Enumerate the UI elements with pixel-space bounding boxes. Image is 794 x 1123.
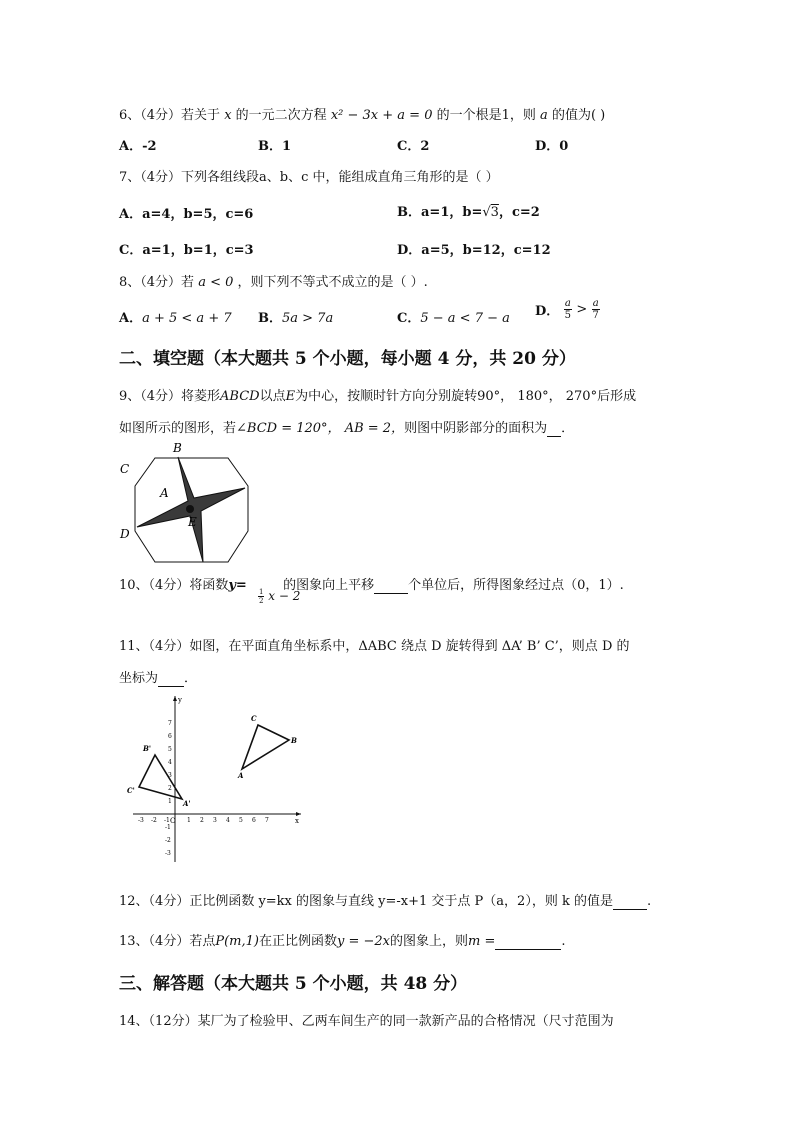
label-E: E: [188, 515, 197, 529]
q6-stem: 6、（4分）若关于 x 的一元二次方程 x² − 3x + a = 0 的一个根是1，则 a 的值为( ): [119, 108, 606, 123]
q6-option-c[interactable]: C．2: [397, 139, 430, 154]
q11-stem-line1: 11、（4分）如图，在平面直角坐标系中，ΔABC 绕点 D 旋转得到 ΔA’ B’ C’，则点 D 的: [119, 639, 630, 654]
svg-text:C: C: [251, 714, 257, 723]
label-B: B: [173, 441, 182, 455]
svg-text:B': B': [143, 744, 152, 753]
label-A: A: [160, 486, 169, 500]
q6-option-d[interactable]: D．0: [535, 139, 569, 154]
q11-coordinate-figure: [125, 692, 305, 864]
svg-text:2: 2: [200, 817, 204, 824]
svg-text:x: x: [295, 817, 299, 825]
q8-option-c[interactable]: C．5 − a < 7 − a: [397, 311, 510, 326]
svg-text:-1: -1: [165, 824, 171, 831]
answer-blank[interactable]: [547, 421, 561, 437]
q7-option-c[interactable]: C．a=1，b=1，c=3: [119, 243, 254, 258]
q11-stem-line2: 坐标为 ．: [119, 671, 198, 686]
svg-text:2: 2: [168, 785, 172, 792]
answer-blank[interactable]: [495, 934, 561, 950]
q7-option-a[interactable]: A．a=4，b=5，c=6: [119, 207, 254, 222]
q9-rhombus-figure: [115, 438, 255, 566]
q12-stem: 12、（4分）正比例函数 y=kx 的图象与直线 y=-x+1 交于点 P（a，2），则 k 的值是 .: [119, 894, 652, 909]
label-D: D: [120, 527, 130, 541]
svg-text:1: 1: [187, 817, 191, 824]
q8-option-d[interactable]: D． $\frac{a}{5}$ > $\frac{a}{7}$: [535, 298, 599, 321]
svg-text:-2: -2: [151, 817, 157, 824]
q9-stem-line1: 9、（4分）将菱形ABCD以点E为中心，按顺时针方向分别旋转90°， 180°， 270°后形成: [119, 389, 637, 404]
svg-text:-3: -3: [165, 850, 171, 857]
answer-blank[interactable]: [158, 671, 184, 687]
q6-option-b[interactable]: B．1: [258, 139, 292, 154]
q14-stem: 14、（12分）某厂为了检验甲、乙两车间生产的同一款新产品的合格情况（尺寸范围为: [119, 1014, 614, 1029]
svg-text:4: 4: [226, 817, 230, 824]
q6-option-a[interactable]: A．-2: [119, 139, 157, 154]
svg-text:1: 1: [168, 798, 172, 805]
label-C: C: [120, 462, 130, 476]
svg-text:7: 7: [168, 720, 172, 727]
section-3-heading: 三、解答题（本大题共 5 个小题，共 48 分）: [119, 974, 468, 994]
answer-blank[interactable]: [374, 578, 408, 594]
q8-stem: 8、（4分）若 a < 0 ，则下列不等式不成立的是（ ）.: [119, 275, 428, 290]
svg-text:6: 6: [168, 733, 172, 740]
fraction: $\frac{a}{5}$: [564, 298, 571, 321]
answer-blank[interactable]: [613, 894, 647, 910]
svg-text:-1: -1: [164, 817, 170, 824]
q7-option-b[interactable]: B．a=1，b=√3，c=2: [397, 205, 540, 220]
q13-stem: 13、（4分）若点P(m,1)在正比例函数y = −2x的图象上，则m = .: [119, 934, 566, 949]
svg-text:A': A': [183, 799, 191, 808]
svg-text:C': C': [127, 786, 135, 795]
svg-text:B: B: [291, 736, 297, 745]
svg-text:-2: -2: [165, 837, 171, 844]
svg-text:3: 3: [168, 772, 172, 779]
q9-stem-line2: 如图所示的图形，若∠BCD = 120°， AB = 2，则图中阴影部分的面积为 ．: [119, 421, 575, 436]
q7-option-d[interactable]: D．a=5，b=12，c=12: [397, 243, 551, 258]
svg-text:-3: -3: [138, 817, 144, 824]
svg-text:O: O: [170, 817, 176, 825]
svg-text:y: y: [178, 696, 182, 704]
sqrt-symbol: √3: [482, 205, 499, 220]
q10-stem: 10、（4分）将函数y= 的图象向上平移 个单位后，所得图象经过点（0，1）.: [119, 578, 624, 593]
q8-option-b[interactable]: B．5a > 7a: [258, 311, 334, 326]
fraction: $\frac{a}{7}$: [592, 298, 599, 321]
section-2-heading: 二、填空题（本大题共 5 个小题，每小题 4 分，共 20 分）: [119, 349, 576, 369]
svg-text:5: 5: [239, 817, 243, 824]
svg-text:7: 7: [265, 817, 269, 824]
svg-text:5: 5: [168, 746, 172, 753]
q8-option-a[interactable]: A．a + 5 < a + 7: [119, 311, 232, 326]
svg-text:A: A: [238, 771, 244, 780]
svg-text:4: 4: [168, 759, 172, 766]
q10-function-expression: $\frac{1}{2}$ x − 2: [259, 588, 301, 605]
svg-text:3: 3: [213, 817, 217, 824]
svg-text:6: 6: [252, 817, 256, 824]
q7-stem: 7、（4分）下列各组线段a、b、c 中，能组成直角三角形的是（ ）: [119, 170, 499, 185]
